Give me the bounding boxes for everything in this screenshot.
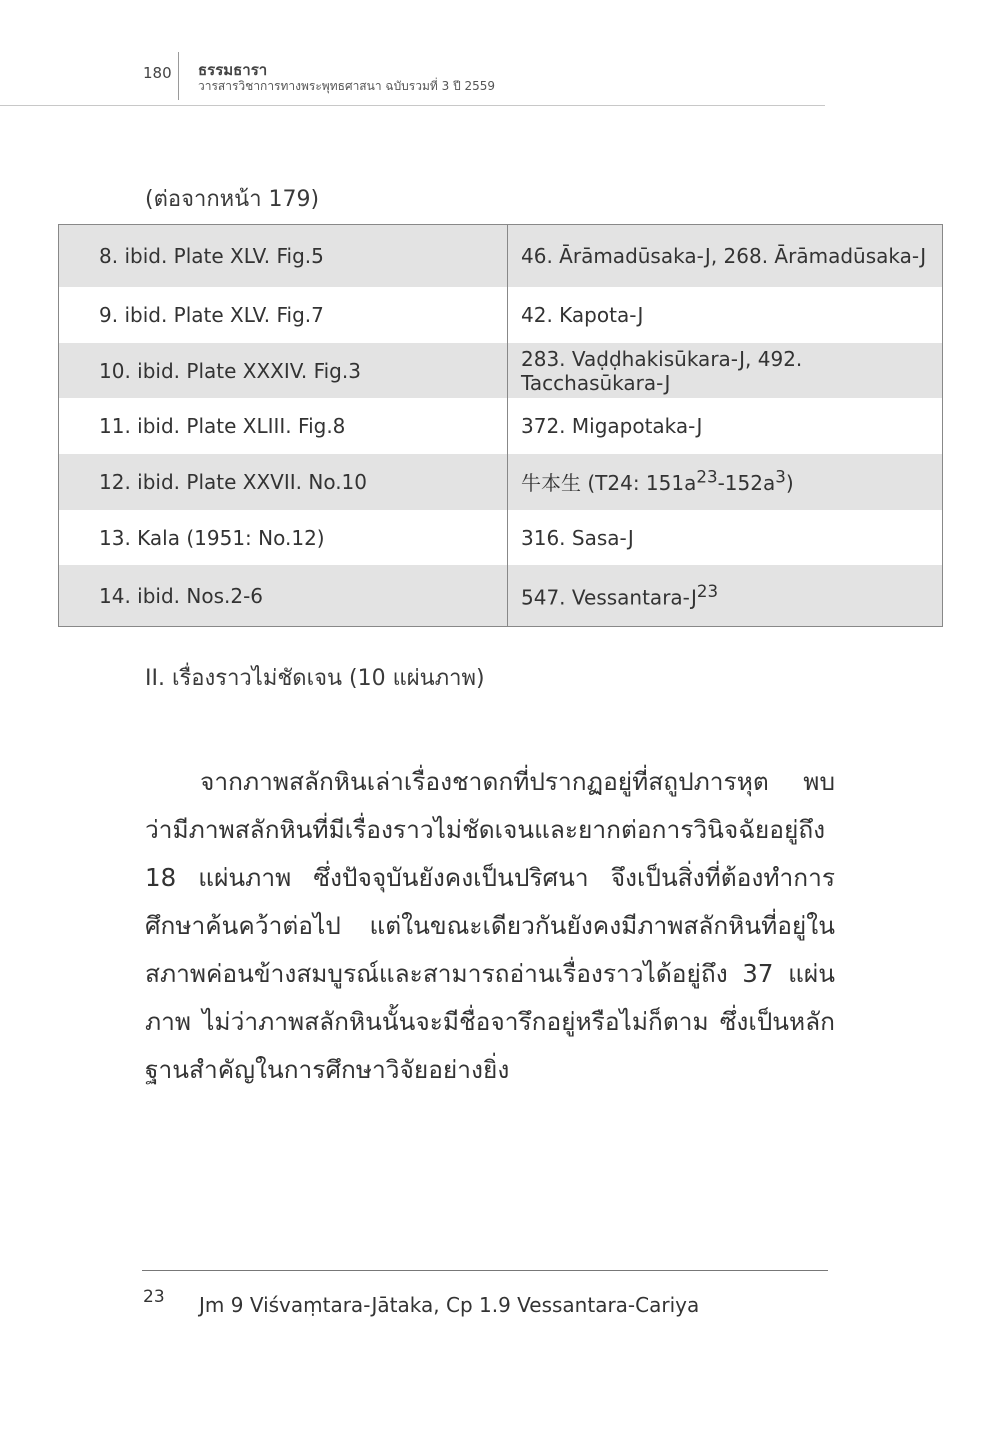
cell-text: -152a bbox=[717, 471, 776, 496]
table-cell-source: 9. ibid. Plate XLV. Fig.7 bbox=[59, 287, 508, 343]
table-row bbox=[59, 454, 943, 510]
table-cell-jataka bbox=[508, 454, 943, 510]
body-paragraph: จากภาพสลักหินเล่าเรื่องชาดกที่ปรากฏอยู่ที่สถูปภารหุต พบว่ามีภาพสลักหินที่มีเรื่องราวไม่ชัดเจนและยากต่อการวินิจฉัยอยู่ถึง 18 แผ่นภาพ ซึ่งปัจจุบันยังคงเป็นปริศนา จึงเป็นสิ่งที่ต้องทำการศึกษาค้นคว้าต่อไป แต่ในขณะเดียวกันยังคงมีภาพสลักหินที่อยู่ในสภาพค่อนข้างสมบูรณ์และสามารถอ่านเรื่องราวได้อยู่ถึง 37 แผ่นภาพ ไม่ว่าภาพสลักหินนั้นจะมีชื่อจารึกอยู่หรือไม่ก็ตาม ซึ่งเป็นหลักฐานสำคัญในการศึกษาวิจัยอย่างยิ่ง bbox=[145, 767, 835, 1084]
superscript: 3 bbox=[775, 467, 786, 487]
table-cell-source: 12. ibid. Plate XXVII. No.10 bbox=[59, 454, 508, 510]
journal-subtitle: วารสารวิชาการทางพระพุทธศาสนา ฉบับรวมที่ 3 ปี 2559 bbox=[198, 79, 496, 93]
table-cell-source: 10. ibid. Plate XXXIV. Fig.3 bbox=[59, 343, 508, 399]
header-rule bbox=[0, 105, 825, 106]
table-row bbox=[59, 287, 943, 343]
header-divider bbox=[178, 52, 179, 100]
footnote-ref[interactable]: 23 bbox=[696, 582, 719, 602]
table-cell-jataka: 372. Migapotaka-J bbox=[521, 414, 703, 439]
table-row bbox=[59, 398, 943, 454]
table-cell-source: 8. ibid. Plate XLV. Fig.5 bbox=[59, 225, 508, 288]
cell-text: 牛本生 (T24: 151a bbox=[521, 471, 697, 496]
footnote-text: Jm 9 Viśvaṃtara-Jātaka, Cp 1.9 Vessantara-Cariya bbox=[199, 1293, 700, 1317]
table-cell-jataka bbox=[508, 565, 943, 627]
table-cell-jataka: 316. Sasa-J bbox=[521, 525, 634, 550]
journal-title: ธรรมธารา bbox=[198, 61, 268, 79]
table-row bbox=[59, 343, 943, 399]
cell-text: 547. Vessantara-J bbox=[521, 585, 697, 610]
table-cell-jataka: 42. Kapota-J bbox=[521, 302, 644, 327]
table-cell-source: 14. ibid. Nos.2-6 bbox=[59, 565, 508, 627]
table-row bbox=[59, 510, 943, 566]
reference-table bbox=[58, 224, 943, 627]
cell-text: ) bbox=[785, 471, 794, 496]
table-cell-source: 11. ibid. Plate XLIII. Fig.8 bbox=[59, 398, 508, 454]
table-cell-jataka: 283. Vaḍḍhakisūkara-J, 492. Tacchasūkara-J bbox=[508, 343, 943, 399]
table-cell-source: 13. Kala (1951: No.12) bbox=[59, 510, 508, 566]
continued-note: (ต่อจากหน้า 179) bbox=[145, 187, 320, 212]
table-row bbox=[59, 225, 943, 288]
footnote-marker: 23 bbox=[143, 1287, 165, 1307]
table-cell-jataka: 46. Ārāmadūsaka-J, 268. Ārāmadūsaka-J bbox=[508, 225, 943, 288]
page-number: 180 bbox=[143, 64, 172, 82]
section-heading: II. เรื่องราวไม่ชัดเจน (10 แผ่นภาพ) bbox=[145, 666, 485, 691]
table-row bbox=[59, 565, 943, 627]
page-header bbox=[0, 0, 1000, 108]
superscript: 23 bbox=[696, 467, 718, 487]
footnote-divider bbox=[142, 1270, 828, 1271]
